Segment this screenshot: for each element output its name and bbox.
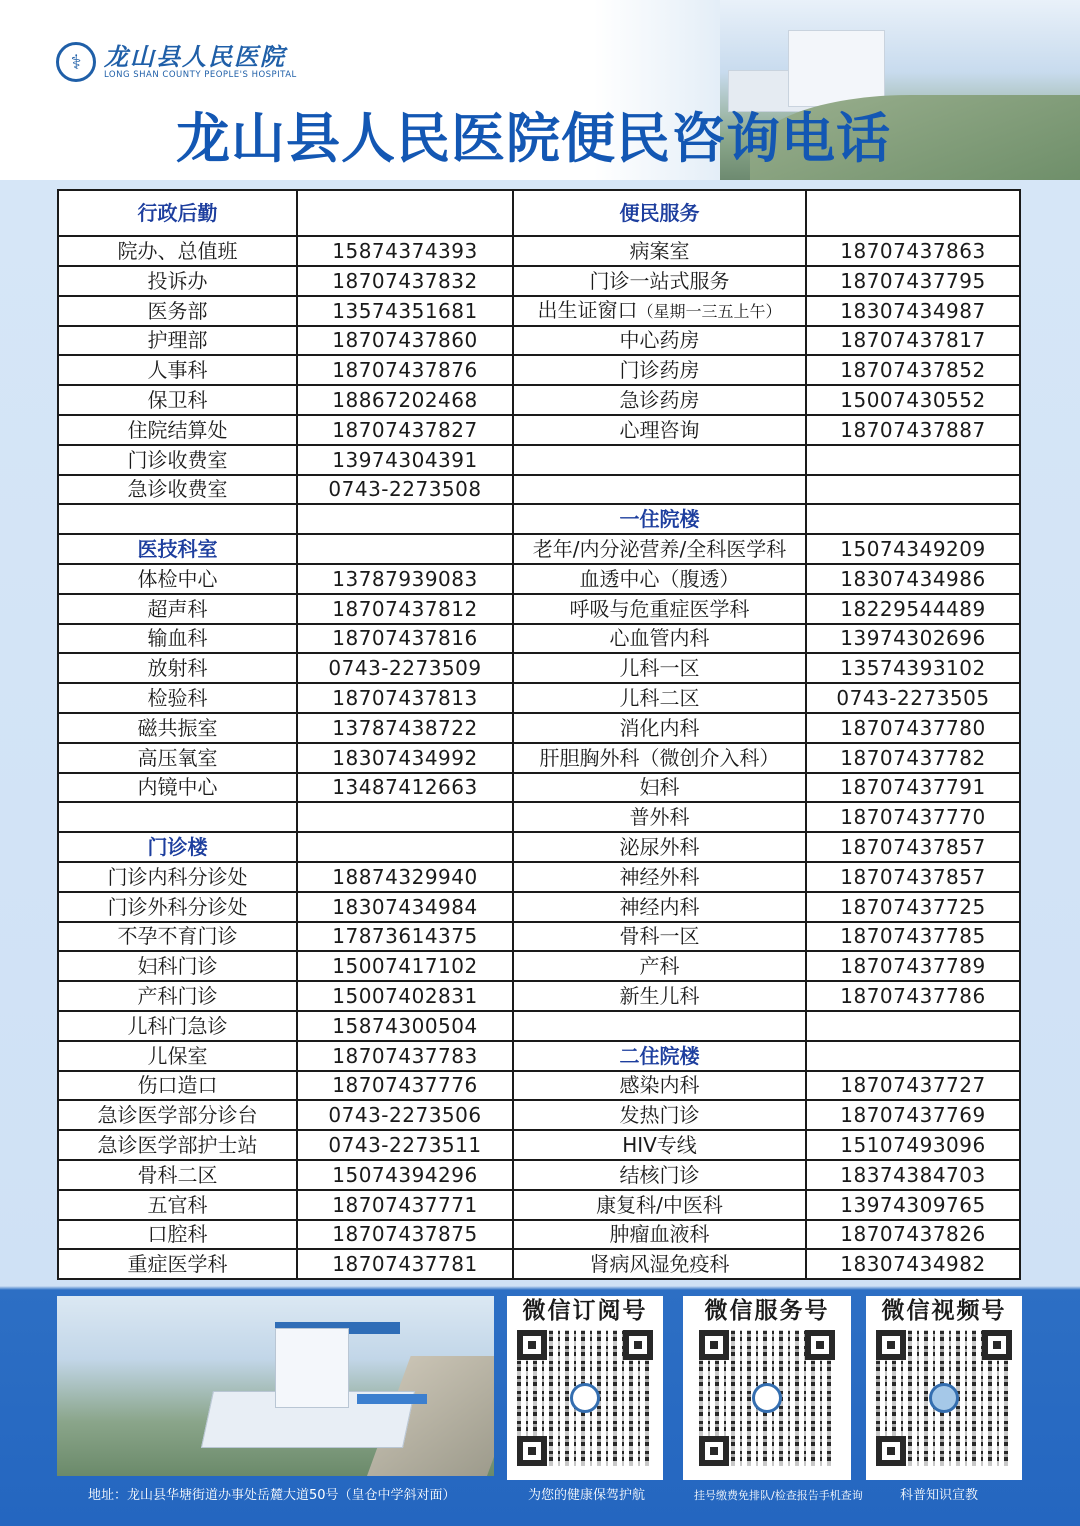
department-name: 神经外科 [513,862,806,892]
department-name: HIV专线 [513,1130,806,1160]
phone-number: 15007430552 [806,385,1020,415]
qr-title: 微信服务号 [704,1298,830,1324]
table-row [58,1130,1020,1160]
phone-number [806,1011,1020,1041]
phone-number: 18707437826 [806,1220,1020,1250]
phone-number: 13787438722 [297,713,513,743]
phone-number: 15874300504 [297,1011,513,1041]
department-name: 肾病风湿免疫科 [513,1249,806,1279]
hospital-address: 地址：龙山县华塘街道办事处岳麓大道50号（皇仓中学斜对面） [88,1488,456,1503]
phone-number: 18707437852 [806,355,1020,385]
department-name: 康复科/中医科 [513,1190,806,1220]
phone-number: 18707437875 [297,1220,513,1250]
department-name: 泌尿外科 [513,832,806,862]
building-tower-shape [275,1328,349,1408]
department-name: 门诊收费室 [58,445,297,475]
phone-number: 18707437769 [806,1100,1020,1130]
table-row [58,1249,1020,1279]
department-name: 老年/内分泌营养/全科医学科 [513,534,806,564]
table-row [58,266,1020,296]
qr-card-video[interactable] [866,1296,1022,1480]
table-row [58,564,1020,594]
department-name: 血透中心（腹透） [513,564,806,594]
hospital-aerial-photo [57,1296,494,1476]
table-row [58,534,1020,564]
department-name [58,504,297,534]
table-row [58,236,1020,266]
table-row [58,1071,1020,1101]
phone-number: 18707437780 [806,713,1020,743]
department-name: 妇科 [513,773,806,803]
phone-number: 18707437887 [806,415,1020,445]
department-name: 内镜中心 [58,773,297,803]
phone-number: 0743-2273509 [297,653,513,683]
phone-number: 18307434984 [297,892,513,922]
department-name [58,802,297,832]
phone-number [806,445,1020,475]
qr-caption-subscription: 为您的健康保驾护航 [528,1488,646,1503]
department-name: 肝胆胸外科（微创介入科） [513,743,806,773]
phone-number: 13974302696 [806,624,1020,654]
phone-number: 18707437832 [297,266,513,296]
phone-number: 15874374393 [297,236,513,266]
qr-card-service[interactable] [683,1296,851,1480]
phone-number: 18307434992 [297,743,513,773]
table-row [58,832,1020,862]
department-name: 保卫科 [58,385,297,415]
phone-number: 18307434986 [806,564,1020,594]
hospital-emblem-icon [752,1383,782,1413]
department-name: 普外科 [513,802,806,832]
phone-number: 13574351681 [297,296,513,326]
roof-shape [357,1394,427,1404]
logo-english-name: LONG SHAN COUNTY PEOPLE'S HOSPITAL [104,69,297,80]
department-name: 门诊药房 [513,355,806,385]
table-row [58,862,1020,892]
phone-number: 18707437863 [806,236,1020,266]
phone-number: 0743-2273508 [297,475,513,505]
table-row [58,1041,1020,1071]
phone-number: 18707437816 [297,624,513,654]
table-row [58,415,1020,445]
qr-caption-video: 科普知识宣教 [900,1488,979,1503]
table-row [58,355,1020,385]
table-row [58,385,1020,415]
table-row [58,951,1020,981]
phone-number [806,475,1020,505]
department-name: 心理咨询 [513,415,806,445]
table-row [58,1100,1020,1130]
department-name: 消化内科 [513,713,806,743]
table-row [58,653,1020,683]
phone-number: 18707437876 [297,355,513,385]
phone-number: 15007417102 [297,951,513,981]
phone-number: 0743-2273506 [297,1100,513,1130]
phone-number: 18307434982 [806,1249,1020,1279]
table-header-row [58,190,1020,236]
table-row [58,713,1020,743]
table-row [58,624,1020,654]
department-name [513,1011,806,1041]
phone-number: 18707437781 [297,1249,513,1279]
department-name: 不孕不育门诊 [58,922,297,952]
phone-number: 13787939083 [297,564,513,594]
department-name: 急诊医学部分诊台 [58,1100,297,1130]
page-title: 龙山县人民医院便民咨询电话 [176,107,891,170]
table-row [58,1220,1020,1250]
department-note: （星期一三五上午） [637,301,782,321]
department-name: 中心药房 [513,326,806,356]
phone-number: 18707437817 [806,326,1020,356]
section-header: 门诊楼 [58,832,297,862]
wechat-subscription-qr-code-icon [517,1330,653,1466]
phone-number [297,832,513,862]
department-name: 妇科门诊 [58,951,297,981]
avatar [929,1383,959,1413]
table-row [58,475,1020,505]
table-row [58,892,1020,922]
phone-number: 15074394296 [297,1160,513,1190]
hospital-emblem-icon [570,1383,600,1413]
phone-number: 0743-2273511 [297,1130,513,1160]
department-name [513,445,806,475]
phone-number: 18707437857 [806,862,1020,892]
department-name: 体检中心 [58,564,297,594]
department-name: 儿保室 [58,1041,297,1071]
department-name: 儿科一区 [513,653,806,683]
department-name: 肿瘤血液科 [513,1220,806,1250]
phone-number: 18707437857 [806,832,1020,862]
department-name: 院办、总值班 [58,236,297,266]
department-name: 儿科二区 [513,683,806,713]
hospital-logo [56,42,297,82]
department-name: 护理部 [58,326,297,356]
department-name: 放射科 [58,653,297,683]
department-name: 输血科 [58,624,297,654]
table-row [58,981,1020,1011]
department-name: 病案室 [513,236,806,266]
table-row [58,773,1020,803]
phone-number [297,534,513,564]
phone-number: 18707437812 [297,594,513,624]
phone-number: 18307434987 [806,296,1020,326]
phone-number: 18707437860 [297,326,513,356]
logo-chinese-name: 龙山县人民医院 [104,41,286,71]
phone-number: 18707437725 [806,892,1020,922]
department-name: 新生儿科 [513,981,806,1011]
header-blank-cell [297,190,513,236]
phone-number: 13974309765 [806,1190,1020,1220]
department-name: 五官科 [58,1190,297,1220]
department-name: 骨科二区 [58,1160,297,1190]
phone-number: 18707437776 [297,1071,513,1101]
table-row [58,594,1020,624]
department-name: 出生证窗口 [537,297,638,322]
department-name: 高压氧室 [58,743,297,773]
phone-number: 18707437789 [806,951,1020,981]
phone-number: 18707437771 [297,1190,513,1220]
table-row [58,922,1020,952]
table-row [58,743,1020,773]
phone-number: 18874329940 [297,862,513,892]
department-name: 神经内科 [513,892,806,922]
department-name: 感染内科 [513,1071,806,1101]
department-name: 产科门诊 [58,981,297,1011]
phone-number: 18707437791 [806,773,1020,803]
department-name [513,475,806,505]
phone-number: 18707437785 [806,922,1020,952]
department-name: 心血管内科 [513,624,806,654]
department-name: 门诊外科分诊处 [58,892,297,922]
department-name: 医务部 [58,296,297,326]
table-row [58,802,1020,832]
section-header-services: 便民服务 [513,190,806,236]
department-name: 急诊药房 [513,385,806,415]
section-header: 一住院楼 [513,504,806,534]
table-row [58,1160,1020,1190]
department-name: 结核门诊 [513,1160,806,1190]
department-name: 住院结算处 [58,415,297,445]
phone-number: 18707437827 [297,415,513,445]
phone-number: 18707437782 [806,743,1020,773]
phone-number: 18707437727 [806,1071,1020,1101]
department-name: 人事科 [58,355,297,385]
phone-number: 18229544489 [806,594,1020,624]
section-header: 医技科室 [58,534,297,564]
table-row [58,504,1020,534]
phone-number: 15107493096 [806,1130,1020,1160]
phone-number: 18374384703 [806,1160,1020,1190]
phone-number: 18707437813 [297,683,513,713]
phone-number [297,504,513,534]
department-name [513,296,806,326]
section-header-admin: 行政后勤 [58,190,297,236]
department-name: 发热门诊 [513,1100,806,1130]
phone-number: 18707437783 [297,1041,513,1071]
phone-number [806,504,1020,534]
table-row [58,1190,1020,1220]
department-name: 口腔科 [58,1220,297,1250]
phone-number: 15007402831 [297,981,513,1011]
department-name: 门诊一站式服务 [513,266,806,296]
phone-number: 18707437770 [806,802,1020,832]
department-name: 急诊收费室 [58,475,297,505]
phone-number: 18707437786 [806,981,1020,1011]
hospital-emblem-icon: ⚕ [56,42,96,82]
department-name: 门诊内科分诊处 [58,862,297,892]
phone-number [806,1041,1020,1071]
qr-card-subscription[interactable] [507,1296,663,1480]
phone-number: 15074349209 [806,534,1020,564]
department-name: 产科 [513,951,806,981]
phone-number: 13974304391 [297,445,513,475]
department-name: 儿科门急诊 [58,1011,297,1041]
building-tower-shape [788,30,885,107]
wechat-service-qr-code-icon [699,1330,835,1466]
department-name: 磁共振室 [58,713,297,743]
table-row [58,1011,1020,1041]
phone-directory-table [57,189,1021,1280]
table-row [58,683,1020,713]
header-banner [0,0,1080,180]
qr-caption-service: 挂号缴费免排队/检查报告手机查询 [694,1489,863,1502]
department-name: 骨科一区 [513,922,806,952]
table-row [58,296,1020,326]
department-name: 呼吸与危重症医学科 [513,594,806,624]
header-blank-cell [806,190,1020,236]
qr-title: 微信视频号 [881,1298,1007,1324]
department-name: 急诊医学部护士站 [58,1130,297,1160]
phone-number: 0743-2273505 [806,683,1020,713]
section-header: 二住院楼 [513,1041,806,1071]
department-name: 检验科 [58,683,297,713]
phone-number: 18867202468 [297,385,513,415]
phone-number: 13574393102 [806,653,1020,683]
department-name: 重症医学科 [58,1249,297,1279]
phone-number: 18707437795 [806,266,1020,296]
phone-number: 17873614375 [297,922,513,952]
phone-number: 13487412663 [297,773,513,803]
qr-title: 微信订阅号 [522,1298,648,1324]
department-name: 伤口造口 [58,1071,297,1101]
table-row [58,445,1020,475]
phone-number [297,802,513,832]
department-name: 超声科 [58,594,297,624]
wechat-video-qr-code-icon [876,1330,1012,1466]
table-row [58,326,1020,356]
department-name: 投诉办 [58,266,297,296]
